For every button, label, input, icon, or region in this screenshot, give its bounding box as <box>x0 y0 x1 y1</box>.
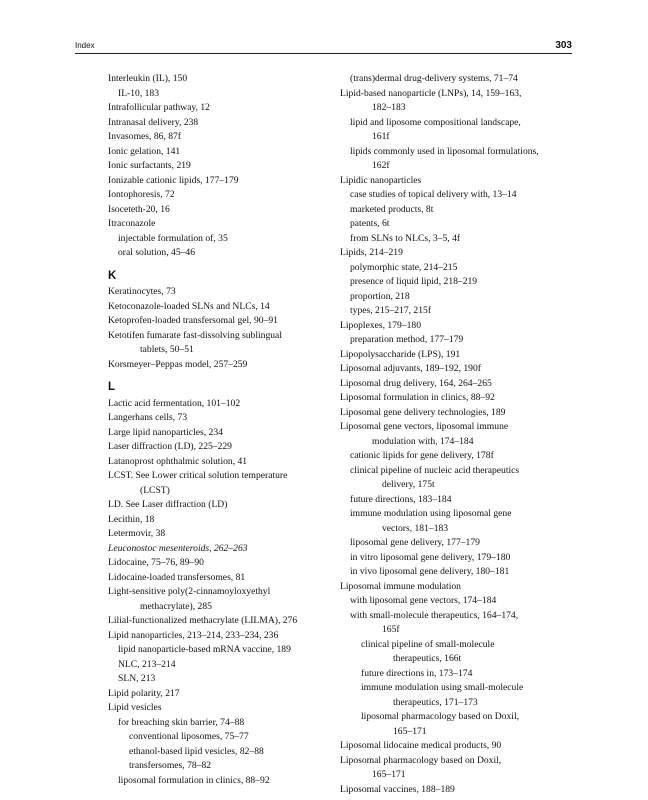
header-label: Index <box>75 41 95 50</box>
index-entry: Interleukin (IL), 150 <box>108 73 188 84</box>
index-entry: Invasomes, 86, 87f <box>108 131 182 142</box>
index-entry: Lipid-based nanoparticle (LNPs), 14, 159–163, <box>340 87 522 99</box>
index-entry: Liposomal pharmacology based on Doxil, <box>340 754 502 766</box>
index-entry: conventional liposomes, 75–77 <box>129 731 249 742</box>
index-entry: Iontophoresis, 72 <box>108 189 175 200</box>
index-entry: therapeutics, 166t <box>393 653 462 664</box>
index-entry: Lipid nanoparticles, 213–214, 233–234, 236 <box>108 629 279 641</box>
section-letter: K <box>108 269 117 282</box>
index-entry: therapeutics, 171–173 <box>393 696 478 708</box>
index-entry: transfersomes, 78–82 <box>129 760 212 771</box>
index-entry: Leuconostoc mesenteroids, 262–263 <box>108 542 248 554</box>
index-entry: delivery, 175t <box>382 479 435 490</box>
index-entry: Ionizable cationic lipids, 177–179 <box>108 174 239 186</box>
index-entry: lipids commonly used in liposomal formulations, <box>350 145 539 157</box>
index-entry: LD. See Laser diffraction (LD) <box>108 499 228 510</box>
index-entry: Lipid vesicles <box>108 702 162 713</box>
index-entry: Langerhans cells, 73 <box>108 412 188 423</box>
index-entry: for breaching skin barrier, 74–88 <box>118 716 245 728</box>
index-entry: Large lipid nanoparticles, 234 <box>108 426 223 438</box>
index-entry: immune modulation using small-molecule <box>361 682 524 693</box>
index-entry: preparation method, 177–179 <box>350 334 464 345</box>
index-entry: Liposomal lidocaine medical products, 90 <box>340 740 502 751</box>
index-entry: Liposomal gene delivery technologies, 189 <box>340 406 506 418</box>
index-entry: oral solution, 45–46 <box>118 247 196 258</box>
index-entry: from SLNs to NLCs, 3–5, 4f <box>350 232 461 244</box>
section-letter: L <box>108 381 116 393</box>
index-entry: IL-10, 183 <box>118 87 160 99</box>
index-entry: Lipopolysaccharide (LPS), 191 <box>340 348 461 360</box>
index-entry: Intrafollicular pathway, 12 <box>108 102 210 113</box>
index-entry: Ketoconazole-loaded SLNs and NLCs, 14 <box>108 300 270 312</box>
index-entry: liposomal formulation in clinics, 88–92 <box>118 774 270 786</box>
index-entry: Korsmeyer–Peppas model, 257–259 <box>108 358 248 370</box>
index-entry: in vitro liposomal gene delivery, 179–180 <box>350 551 511 563</box>
index-entry: clinical pipeline of nucleic acid therapeutics <box>350 464 520 476</box>
header-rule <box>75 53 572 54</box>
index-entry: Liposomal gene vectors, liposomal immune <box>340 421 509 432</box>
index-entry: clinical pipeline of small-molecule <box>361 638 495 650</box>
index-entry: Laser diffraction (LD), 225–229 <box>108 441 232 452</box>
index-entry: Latanoprost ophthalmic solution, 41 <box>108 455 248 467</box>
index-entry: injectable formulation of, 35 <box>118 232 228 244</box>
index-entry: presence of liquid lipid, 218–219 <box>350 276 478 287</box>
index-entry: Ketoprofen-loaded transfersomal gel, 90–91 <box>108 315 278 326</box>
index-entry: NLC, 213–214 <box>118 658 176 670</box>
index-entry: case studies of topical delivery with, 13–14 <box>350 189 517 200</box>
index-entry: tablets, 50–51 <box>140 344 194 355</box>
index-entry: vectors, 181–183 <box>382 522 449 534</box>
index-entry: Lidocaine-loaded transfersomes, 81 <box>108 571 246 583</box>
index-entry: 182–183 <box>372 102 406 113</box>
index-entry: 162f <box>372 160 390 171</box>
index-entry: Keratinocytes, 73 <box>108 286 176 297</box>
index-entry: lipid nanoparticle-based mRNA vaccine, 189 <box>118 644 291 655</box>
index-entry: LCST. See Lower critical solution temperature <box>108 470 288 481</box>
index-entry: Light-sensitive poly(2-cinnamoyloxyethyl <box>108 586 271 597</box>
index-column-right <box>340 72 572 797</box>
index-entry: 165–171 <box>393 725 427 737</box>
index-entry: future directions in, 173–174 <box>361 667 473 679</box>
index-entry: Lidocaine, 75–76, 89–90 <box>108 557 204 568</box>
index-entry: marketed products, 8t <box>350 203 434 215</box>
index-entry: methacrylate), 285 <box>140 600 212 612</box>
index-entry: liposomal gene delivery, 177–179 <box>350 537 480 548</box>
index-entry: Isoceteth-20, 16 <box>108 203 170 215</box>
index-entry: 165–171 <box>372 769 406 780</box>
index-entry: Ionic surfactants, 219 <box>108 160 191 171</box>
index-entry: proportion, 218 <box>350 290 410 302</box>
index-entry: 161f <box>372 131 390 142</box>
index-entry: Lipids, 214–219 <box>340 247 403 258</box>
index-entry: Lilial-functionalized methacrylate (LILMA), 276 <box>108 615 298 626</box>
index-entry: immune modulation using liposomal gene <box>350 508 512 519</box>
index-entry: Liposomal vaccines, 188–189 <box>340 783 455 795</box>
index-entry: cationic lipids for gene delivery, 178f <box>350 450 494 461</box>
index-entry: Liposomal drug delivery, 164, 264–265 <box>340 377 492 389</box>
index-entry: types, 215–217, 215f <box>350 305 432 316</box>
index-entry: Ketotifen fumarate fast-dissolving sublingual <box>108 329 282 341</box>
index-entry: future directions, 183–184 <box>350 493 452 505</box>
index-entry: patents, 6t <box>350 218 390 229</box>
index-entry: Liposomal formulation in clinics, 88–92 <box>340 392 495 403</box>
index-entry: liposomal pharmacology based on Doxil, <box>361 711 520 722</box>
index-entry: Letermovir, 38 <box>108 528 166 539</box>
index-entry: with liposomal gene vectors, 174–184 <box>350 595 497 606</box>
index-entry: Itraconazole <box>108 218 156 229</box>
index-entry: Lipoplexes, 179–180 <box>340 319 422 331</box>
index-entry: Intranasal delivery, 238 <box>108 116 199 128</box>
index-entry: (LCST) <box>140 484 170 496</box>
index-entry: Liposomal adjuvants, 189–192, 190f <box>340 363 481 374</box>
index-entry: Liposomal immune modulation <box>340 580 461 592</box>
index-entry: SLN, 213 <box>118 673 156 684</box>
index-entry: ethanol-based lipid vesicles, 82–88 <box>129 745 264 757</box>
index-entry: lipid and liposome compositional landscape, <box>350 116 521 128</box>
index-entry: with small-molecule therapeutics, 164–174, <box>350 609 519 621</box>
index-entry: (trans)dermal drug-delivery systems, 71–74 <box>350 73 518 84</box>
index-entry: polymorphic state, 214–215 <box>350 261 458 273</box>
index-entry: Ionic gelation, 141 <box>108 145 181 157</box>
index-entry: Lipidic nanoparticles <box>340 174 422 186</box>
index-entry: 165f <box>382 624 400 635</box>
page-number: 303 <box>555 40 572 51</box>
index-entry: modulation with, 174–184 <box>372 435 474 447</box>
index-entry: in vivo liposomal gene delivery, 180–181 <box>350 566 510 577</box>
index-entry: Lipid polarity, 217 <box>108 687 180 699</box>
index-entry: Lactic acid fermentation, 101–102 <box>108 397 241 409</box>
index-column-left <box>108 72 323 788</box>
index-entry: Lecithin, 18 <box>108 513 155 525</box>
